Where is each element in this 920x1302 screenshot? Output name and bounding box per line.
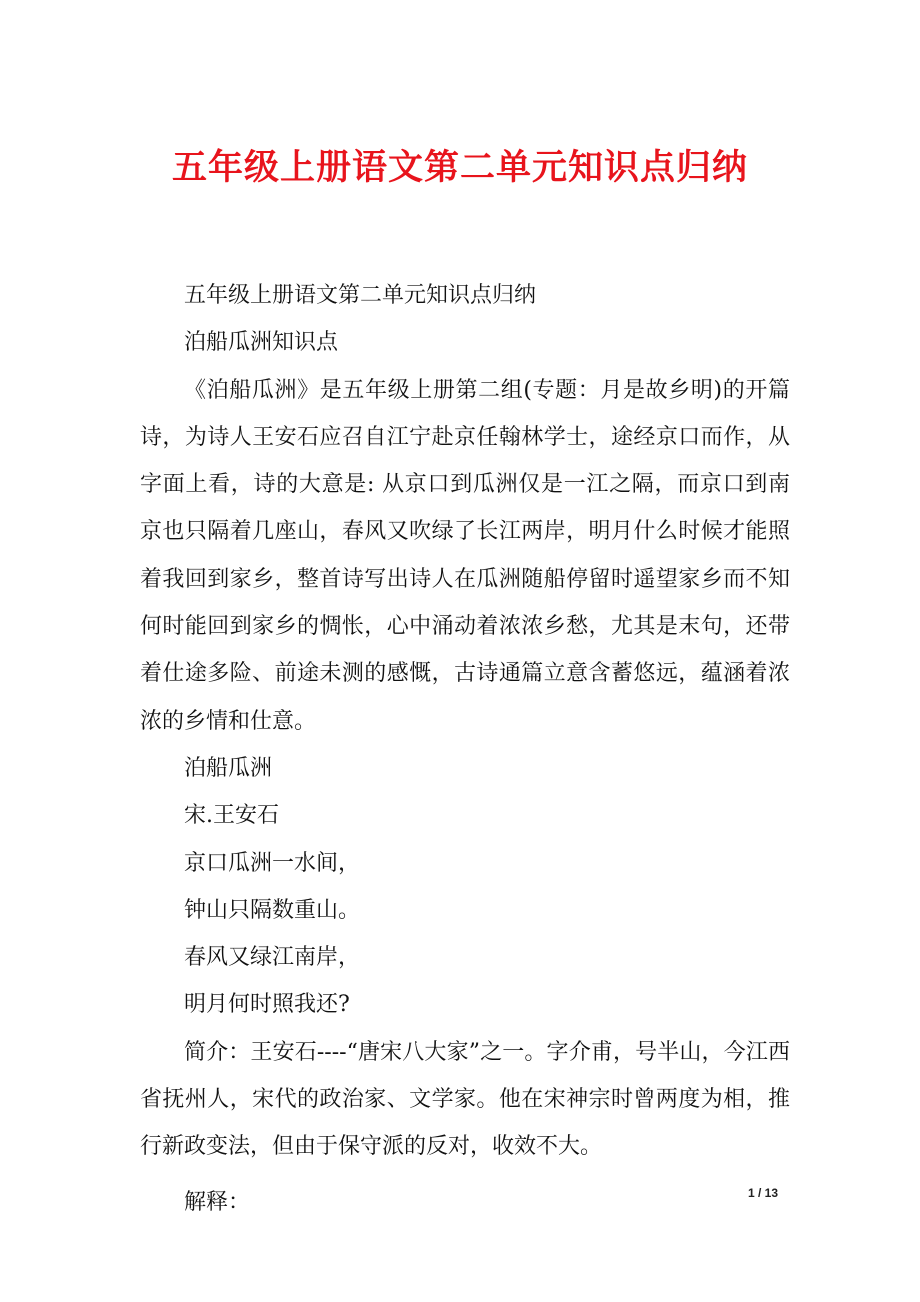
poem-author: 宋.王安石 xyxy=(184,803,279,829)
poem-line-2: 钟山只隔数重山。 xyxy=(184,897,361,923)
paragraph-section-title: 泊船瓜洲知识点 xyxy=(184,330,339,356)
document-body xyxy=(140,272,790,1226)
poem-line-4: 明月何时照我还? xyxy=(184,992,350,1018)
poem-title: 泊船瓜洲 xyxy=(184,755,273,781)
paragraph-author-bio: 简介：王安石----“唐宋八大家”之一。字介甫，号半山，今江西省抚州人，宋代的政治家、文学家。他在宋神宗时曾两度为相，推行新政变法，但由于保守派的反对，收效不大。 xyxy=(140,1039,790,1160)
poem-line-1: 京口瓜洲一水间， xyxy=(184,850,361,876)
page-number: 1 / 13 xyxy=(747,1186,778,1200)
document-title: 五年级上册语文第二单元知识点归纳 xyxy=(171,147,748,188)
paragraph-heading: 五年级上册语文第二单元知识点归纳 xyxy=(184,283,537,308)
poem-line-3: 春风又绿江南岸， xyxy=(184,945,361,971)
paragraph-intro: 《泊船瓜洲》是五年级上册第二组(专题：月是故乡明)的开篇诗，为诗人王安石应召自江宁赴京任翰林学士，途经京口而作，从字面上看，诗的大意是: 从京口到瓜洲仅是一江之隔，而京口到南京也只隔着几座山，春风又吹绿了长江两岸，明月什么时候才能照着我回到家乡，整首诗写出诗人在瓜洲随船停留时遥望家乡而不知何时能回到家乡的惆怅，心中涌动着浓浓乡愁，尤其是末句，还带着仕途多险、前途未测的感慨，古诗通篇立意含蓄悠远，蕴涵着浓浓的乡情和仕意。 xyxy=(140,377,790,734)
paragraph-explanation-label: 解释： xyxy=(184,1189,251,1215)
